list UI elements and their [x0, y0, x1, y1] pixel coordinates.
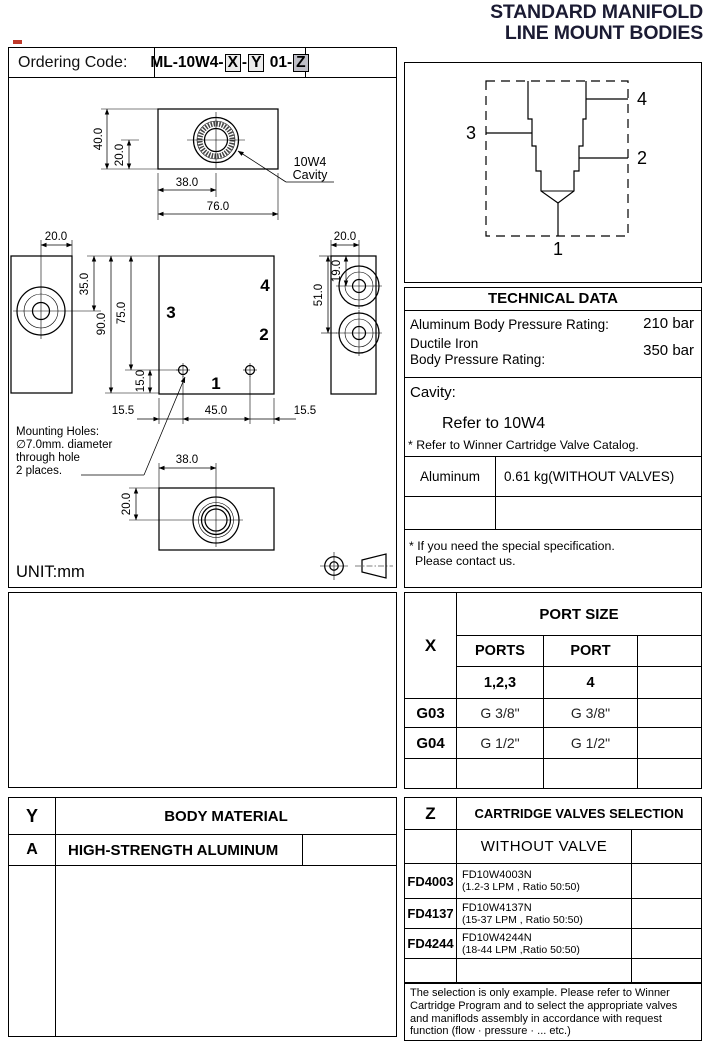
divider — [405, 377, 701, 378]
selection-note — [404, 983, 702, 1041]
front-port-3: 3 — [166, 303, 176, 322]
code-dash: - — [241, 53, 248, 71]
mounting-note-line1: Mounting Holes: — [16, 426, 100, 438]
port-size-table — [404, 592, 702, 789]
port-size-sub-port: 4 — [543, 666, 637, 698]
weight-material-cell: Aluminum — [419, 469, 481, 484]
cavity-label: Cavity: — [410, 384, 456, 401]
ordering-row-spacer — [306, 48, 396, 77]
selection-note-line1: The selection is only example. Please refer to Winner — [410, 987, 670, 999]
without-valve-cell: WITHOUT VALVE — [456, 829, 631, 863]
weight-table — [405, 456, 701, 530]
cartridge-row-code: FD4003 — [405, 863, 456, 898]
empty-cell — [405, 958, 456, 982]
body-material-table — [8, 797, 397, 1037]
drawing-panel — [8, 47, 397, 588]
cavity-value: Refer to 10W4 — [442, 415, 546, 432]
empty-cell — [456, 758, 543, 788]
cavity-note: * Refer to Winner Cartridge Valve Catalog. — [408, 438, 639, 452]
g04-port-value: G 1/2" — [543, 727, 637, 758]
code-mid: 01- — [265, 53, 293, 71]
selection-note-line4: function (flow · pressure · ... etc.) — [410, 1025, 571, 1038]
empty-cell — [631, 829, 701, 863]
cavity-profile — [528, 81, 586, 203]
empty-cell — [631, 958, 701, 982]
mounting-holes-note — [16, 377, 185, 477]
empty-cell — [637, 698, 701, 727]
port-size-col-port: PORT — [543, 635, 637, 666]
front-and-side-views — [11, 231, 382, 424]
technical-data-header: TECHNICAL DATA — [405, 288, 701, 311]
cartridge-valves-table — [404, 797, 702, 983]
g04-ports-value: G 1/2" — [456, 727, 543, 758]
page-title-line1: STANDARD MANIFOLD — [490, 1, 703, 23]
port-size-col-ports: PORTS — [456, 635, 543, 666]
cavity-callout-line2: Cavity — [292, 168, 328, 182]
dim-top-width: 76.0 — [206, 201, 230, 213]
cartridge-row-desc — [456, 863, 631, 898]
ordering-code-value — [150, 48, 306, 77]
port-size-sub-ports: 1,2,3 — [456, 666, 543, 698]
body-material-col-y: Y — [25, 805, 38, 826]
third-angle-projection-icon — [320, 552, 393, 580]
body-material-row-a: A — [9, 834, 55, 865]
front-port-4: 4 — [260, 276, 270, 295]
cartridge-model: FD10W4137N — [462, 901, 532, 914]
ductile-iron-label-line1: Ductile Iron — [410, 336, 479, 351]
left-side-view-outline — [11, 256, 72, 393]
dim-top-center-x: 38.0 — [175, 177, 199, 189]
empty-cell — [302, 834, 396, 865]
weight-value-cell: 0.61 kg(WITHOUT VALVES) — [495, 457, 701, 496]
top-view — [93, 109, 334, 220]
technical-drawing — [9, 78, 394, 586]
cartridge-row-desc — [456, 898, 631, 928]
empty-panel — [8, 592, 397, 788]
cartridge-spec: (1.2-3 LPM , Ratio 50:50) — [462, 881, 580, 893]
schematic-port-4: 4 — [636, 89, 648, 109]
dim-top-height: 40.0 — [93, 127, 105, 151]
ordering-code-label: Ordering Code: — [9, 48, 155, 77]
page-title-line2: LINE MOUNT BODIES — [504, 21, 703, 44]
empty-cell — [9, 865, 55, 1036]
mounting-note-line3: through hole — [16, 452, 80, 464]
cartridge-col-z: Z — [425, 803, 436, 823]
front-port-1: 1 — [211, 374, 221, 393]
dim-top-center-y: 20.0 — [114, 143, 126, 167]
mounting-note-line4: 2 places. — [16, 465, 63, 477]
scan-artifact-mark — [13, 40, 22, 44]
code-y-box: Y — [248, 54, 264, 72]
port-size-title: PORT SIZE — [456, 593, 701, 635]
dim-75: 75.0 — [116, 301, 128, 325]
aluminum-pressure-value: 210 bar — [643, 315, 694, 332]
empty-cell — [55, 865, 396, 1036]
port-size-row-g03: G03 — [405, 698, 456, 727]
cartridge-model: FD10W4244N — [462, 931, 532, 944]
empty-cell — [637, 666, 701, 698]
empty-cell — [631, 863, 701, 898]
ductile-iron-label-line2: Body Pressure Rating: — [410, 352, 546, 367]
cartridge-row-code: FD4137 — [405, 898, 456, 928]
cartridge-row-code: FD4244 — [405, 928, 456, 958]
bottom-view — [121, 454, 274, 550]
schematic-port-3: 3 — [465, 123, 477, 143]
special-spec-note-line1: * If you need the special specification. — [409, 539, 615, 553]
page-title — [283, 2, 703, 43]
cartridge-model: FD10W4003N — [462, 869, 532, 881]
dim-15: 15.0 — [135, 369, 147, 393]
dim-right-offset: 20.0 — [333, 231, 357, 243]
weight-empty-cell — [495, 496, 701, 529]
aluminum-pressure-label: Aluminum Body Pressure Rating: — [410, 317, 609, 332]
dim-bottom-20: 20.0 — [121, 492, 133, 516]
code-z-box: Z — [293, 54, 308, 72]
mounting-note-line2: ∅7.0mm. diameter — [16, 439, 113, 451]
cavity-leader-line — [238, 151, 286, 182]
empty-cell — [637, 758, 701, 788]
cartridge-spec: (18-44 LPM ,Ratio 50:50) — [462, 943, 580, 956]
dim-left-offset: 20.0 — [44, 231, 68, 243]
port-size-col-x: X — [424, 635, 437, 655]
weight-empty-cell — [405, 496, 495, 529]
empty-cell — [637, 635, 701, 666]
dim-45: 45.0 — [204, 405, 228, 417]
selection-note-line3: and maniflods assembly in accordance with request — [410, 1012, 662, 1025]
cavity-schematic — [405, 63, 699, 280]
cartridge-spec: (15-37 LPM , Ratio 50:50) — [462, 913, 583, 926]
g03-port-value: G 3/8" — [543, 698, 637, 727]
empty-cell — [405, 758, 456, 788]
dim-35: 35.0 — [79, 272, 91, 296]
ordering-code-row — [9, 48, 396, 78]
body-material-value: HIGH-STRENGTH ALUMINUM — [55, 834, 302, 865]
special-spec-note-line2: Please contact us. — [415, 554, 516, 568]
empty-cell — [637, 727, 701, 758]
port-size-row-g04: G04 — [405, 727, 456, 758]
code-x-box: X — [225, 54, 241, 72]
dim-155-left: 15.5 — [111, 405, 135, 417]
body-material-title: BODY MATERIAL — [55, 798, 396, 834]
g03-ports-value: G 3/8" — [456, 698, 543, 727]
cartridge-title: CARTRIDGE VALVES SELECTION — [456, 798, 701, 829]
dim-155-right: 15.5 — [293, 405, 317, 417]
empty-cell — [405, 829, 456, 863]
dim-90: 90.0 — [96, 312, 108, 336]
technical-data-panel — [404, 287, 702, 588]
empty-cell — [631, 928, 701, 958]
code-prefix: ML-10W4- — [150, 53, 224, 71]
cavity-callout-line1: 10W4 — [293, 155, 327, 169]
cavity-schematic-panel — [404, 62, 702, 283]
ductile-iron-pressure-value: 350 bar — [643, 342, 694, 359]
unit-label: UNIT:mm — [16, 563, 85, 581]
empty-cell — [631, 898, 701, 928]
empty-cell — [543, 758, 637, 788]
dim-bottom-38: 38.0 — [175, 454, 199, 466]
empty-cell — [456, 958, 631, 982]
schematic-port-2: 2 — [636, 148, 648, 168]
cartridge-row-desc — [456, 928, 631, 958]
dim-19: 19.0 — [331, 259, 343, 283]
schematic-port-1: 1 — [552, 239, 564, 259]
selection-note-line2: Cartridge Program and to select the appropriate valves — [410, 999, 678, 1012]
front-port-2: 2 — [259, 325, 269, 344]
dim-51: 51.0 — [313, 283, 325, 307]
